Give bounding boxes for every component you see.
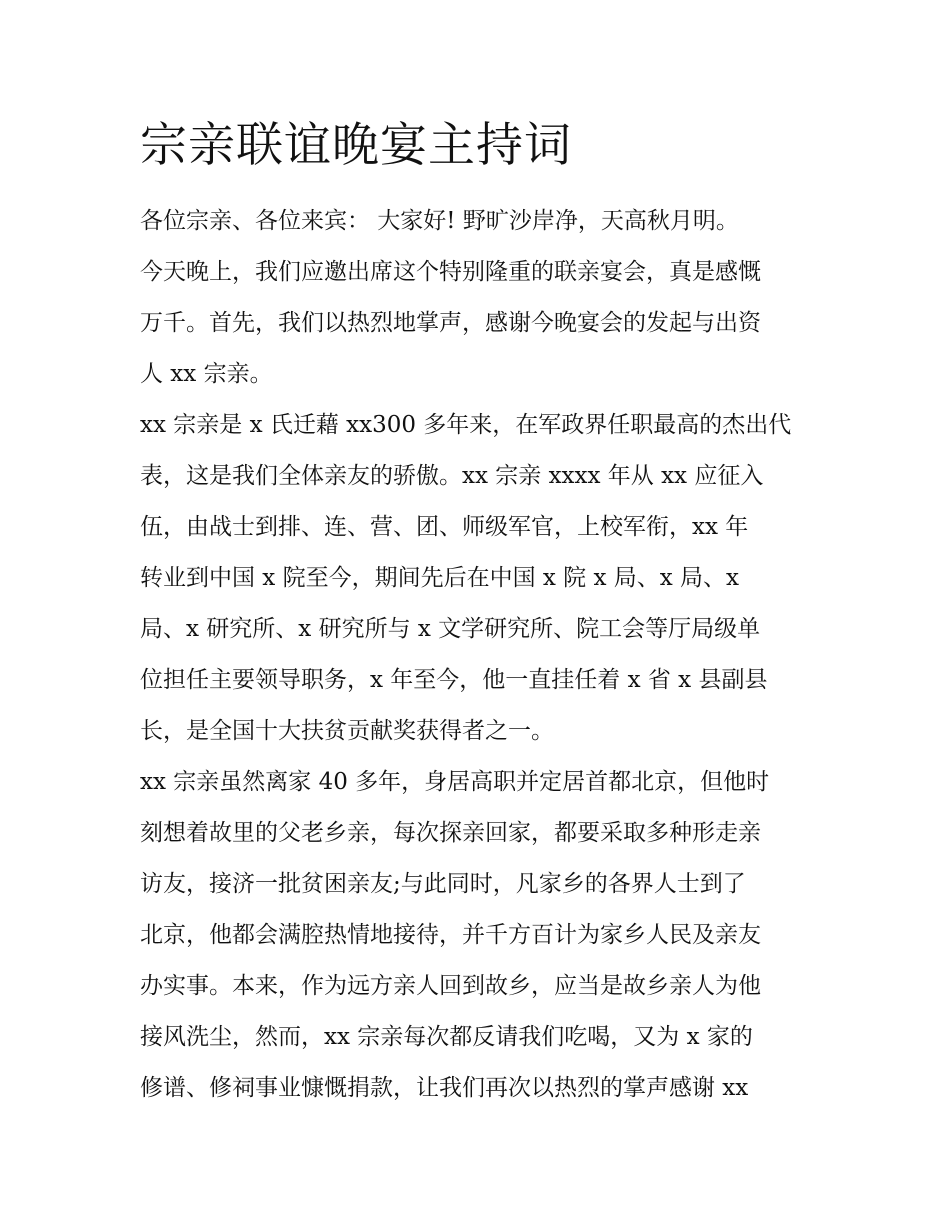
paragraph-line: 伍，由战士到排、连、营、团、师级军官，上校军衔，xx 年 [140, 514, 749, 540]
paragraph-line: 局、x 研究所、x 研究所与 x 文学研究所、院工会等厅局级单 [140, 616, 761, 642]
paragraph-line: 北京，他都会满腔热情地接待，并千方百计为家乡人民及亲友 [140, 922, 761, 948]
paragraph-line: 接风洗尘，然而，xx 宗亲每次都反请我们吃喝，又为 x 家的 [140, 1024, 753, 1050]
paragraph-line: 刻想着故里的父老乡亲，每次探亲回家，都要采取多种形走亲 [140, 820, 761, 846]
paragraph-line: 访友，接济一批贫困亲友;与此同时，凡家乡的各界人士到了 [140, 871, 746, 897]
paragraph-line: 长，是全国十大扶贫贡献奖获得者之一。 [140, 718, 554, 744]
paragraph-line: 万千。首先，我们以热烈地掌声，感谢今晚宴会的发起与出资 [140, 310, 761, 336]
paragraph-line: 今天晚上，我们应邀出席这个特别隆重的联亲宴会，真是感慨 [140, 259, 761, 285]
document-title: 宗亲联谊晚宴主持词 [140, 118, 572, 173]
paragraph-line: 转业到中国 x 院至今，期间先后在中国 x 院 x 局、x 局、x [140, 565, 740, 591]
paragraph-line: xx 宗亲是 x 氏迁藉 xx300 多年来，在军政界任职最高的杰出代 [140, 412, 792, 438]
paragraph-line: 人 xx 宗亲。 [140, 361, 273, 387]
paragraph-line: 表，这是我们全体亲友的骄傲。xx 宗亲 xxxx 年从 xx 应征入 [140, 463, 764, 489]
paragraph-line: 各位宗亲、各位来宾： 大家好! 野旷沙岸净，天高秋月明。 [140, 208, 739, 234]
paragraph-line: 办实事。本来，作为远方亲人回到故乡，应当是故乡亲人为他 [140, 973, 761, 999]
paragraph-line: 修谱、修祠事业慷慨捐款，让我们再次以热烈的掌声感谢 xx [140, 1075, 749, 1101]
paragraph-line: xx 宗亲虽然离家 40 多年，身居高职并定居首都北京，但他时 [140, 769, 770, 795]
paragraph-line: 位担任主要领导职务，x 年至今，他一直挂任着 x 省 x 县副县 [140, 667, 768, 693]
